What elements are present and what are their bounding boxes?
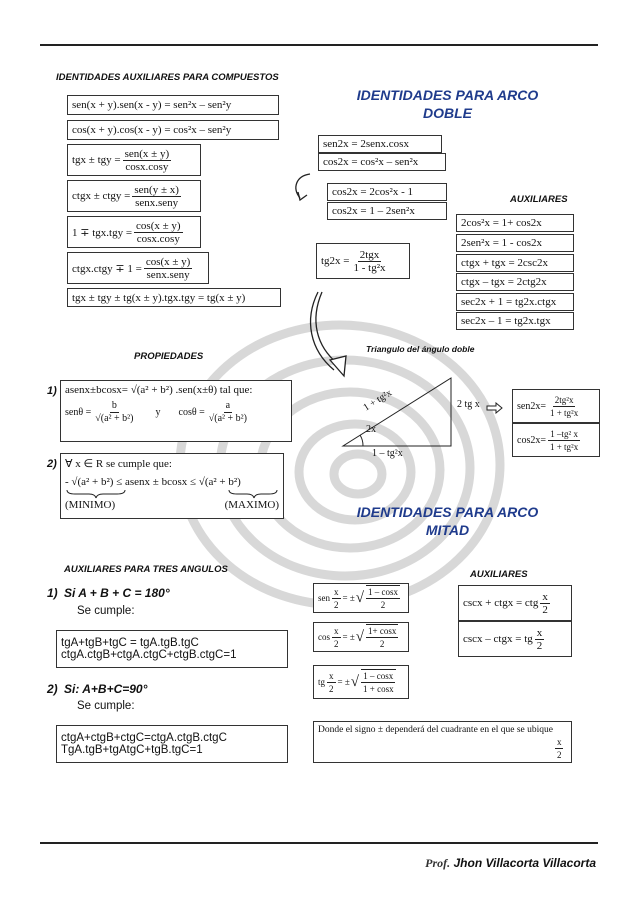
author-footer: [425, 856, 596, 871]
identity-lhs: tgx ± tgy =: [72, 154, 121, 166]
aux-identity-box: [458, 621, 572, 657]
sqrt-icon: √: [355, 628, 364, 645]
header-arco-doble: IDENTIDADES PARA ARCO DOBLE: [356, 87, 539, 121]
triangle-opposite-label: 2 tg x: [457, 399, 480, 410]
denominator: 2: [380, 600, 386, 610]
aux-identity-lhs: cscx + ctgx = ctg: [463, 597, 539, 609]
identity-box: [67, 252, 209, 284]
author-name: Jhon Villacorta Villacorta: [453, 856, 596, 870]
fraction: [535, 627, 545, 652]
aux-identity-box: [456, 214, 574, 232]
aux-identity-text: ctgx – tgx = 2ctg2x: [461, 276, 547, 288]
denominator: 2: [536, 639, 543, 652]
numerator: x: [542, 590, 548, 603]
identity-box: [327, 183, 447, 201]
denominator: 2: [329, 683, 334, 694]
fraction: [144, 256, 193, 281]
numerator: cos(x ± y): [136, 219, 181, 232]
fraction: [366, 585, 400, 611]
identity-box: [67, 120, 279, 140]
fraction: [548, 394, 580, 419]
cos-theta-lhs: cosθ =: [178, 407, 205, 418]
header-auxiliares-doble: AUXILIARES: [510, 194, 568, 205]
numerator: cos(x ± y): [145, 255, 191, 268]
function-name: sen: [318, 593, 330, 603]
numerator: sen(y ± x): [134, 183, 179, 196]
identity-box: [67, 180, 201, 212]
triangle-hypotenuse-label: 1 + tg²x: [361, 387, 394, 414]
property-box: [60, 380, 292, 442]
sqrt-icon: √: [350, 673, 360, 690]
identity-text: TgA.tgB+tgAtgC+tgB.tgC=1: [61, 744, 203, 756]
cos2x-lhs: cos2x=: [517, 434, 546, 446]
denominator: 2: [542, 603, 548, 616]
denominator: √(a² + b²): [208, 413, 247, 424]
identity-box: [318, 153, 446, 171]
identity-box: [67, 144, 201, 176]
identity-box: [56, 725, 288, 763]
fraction: [361, 669, 396, 695]
identity-box: [318, 135, 442, 153]
denominator: 2: [334, 638, 339, 649]
header-auxiliares-mitad: AUXILIARES: [470, 569, 528, 580]
implies-arrow-icon: [486, 402, 504, 414]
item-number: 1): [47, 385, 57, 397]
triangle-result-box: [512, 423, 600, 457]
denominator: 1 + cosx: [363, 684, 394, 694]
aux-identity-text: 2sen²x = 1 - cos2x: [461, 237, 542, 249]
identity-text: cos(x + y).cos(x - y) = cos²x – sen²y: [72, 124, 232, 136]
aux-identity-box: [458, 585, 572, 621]
property-text: ∀ x ∈ R se cumple que:: [65, 458, 172, 470]
identity-lhs: tg2x =: [321, 255, 350, 267]
header-arco-mitad: IDENTIDADES PARA ARCO MITAD: [356, 504, 539, 538]
identity-box: [56, 630, 288, 668]
header-propiedades: PROPIEDADES: [134, 351, 204, 362]
case-subtitle: Se cumple:: [77, 605, 135, 617]
fraction: [332, 586, 341, 611]
property-text: asenx±bcosx= √(a² + b²) .sen(x±θ) tal que:: [65, 384, 253, 396]
aux-identity-box: [456, 234, 574, 252]
curved-arrow-icon: [300, 290, 360, 380]
fraction: [548, 428, 580, 453]
fraction: [132, 184, 181, 209]
denominator: senx.seny: [135, 196, 179, 209]
fraction: [332, 625, 341, 650]
aux-identity-box: [456, 293, 574, 311]
equals-plus-minus: = ±: [342, 593, 355, 603]
bottom-rule: [40, 842, 598, 844]
label-minimo: (MINIMO): [65, 499, 116, 511]
denominator: cosx.cosy: [136, 232, 180, 245]
inequality: - √(a² + b²) ≤ asenx ± bcosx ≤ √(a² + b²): [65, 476, 241, 488]
fraction: [134, 220, 183, 245]
fraction: [327, 670, 336, 695]
denominator: 2: [379, 639, 385, 649]
curved-arrow-icon: [288, 170, 328, 210]
aux-identity-lhs: cscx – ctgx = tg: [463, 633, 533, 645]
equals-plus-minus: = ±: [342, 632, 355, 642]
brace-icon: [65, 489, 279, 499]
denominator: 1 + tg²x: [549, 407, 579, 418]
numerator: b: [111, 400, 117, 411]
identity-box: [67, 288, 281, 307]
identity-text: ctgA+ctgB+ctgC=ctgA.ctgB.ctgC: [61, 732, 227, 744]
identity-box: [316, 243, 410, 279]
denominator: √(a² + b²): [95, 413, 134, 424]
fraction: [123, 148, 172, 173]
numerator: 1+ cosx: [368, 626, 397, 636]
identity-lhs: 1 ∓ tgx.tgy =: [72, 226, 133, 239]
numerator: sen(x ± y): [124, 147, 170, 160]
identity-lhs: ctgx ± ctgy =: [72, 190, 131, 202]
function-name: cos: [318, 632, 330, 642]
identity-text: tgA+tgB+tgC = tgA.tgB.tgC: [61, 637, 199, 649]
numerator: 1 – cosx: [363, 671, 394, 681]
header-aux-compuestos: IDENTIDADES AUXILIARES PARA COMPUESTOS: [56, 72, 279, 83]
denominator: 2: [556, 750, 562, 760]
half-angle-box: [313, 583, 409, 613]
note-box: [313, 721, 572, 763]
triangle-diagram: [335, 372, 495, 462]
aux-identity-text: sec2x + 1 = tg2x.ctgx: [461, 296, 557, 308]
identity-box: [67, 95, 279, 115]
identity-text: ctgA.ctgB+ctgA.ctgC+ctgB.ctgC=1: [61, 649, 237, 661]
aux-identity-box: [456, 273, 574, 291]
function-name: tg: [318, 677, 326, 687]
denominator: 1 - tg²x: [353, 261, 386, 274]
numerator: 2tgx: [359, 248, 380, 261]
numerator: 1 – cosx: [368, 587, 398, 597]
aux-identity-text: sec2x – 1 = tg2x.tgx: [461, 315, 551, 327]
sen-theta-lhs: senθ =: [65, 407, 92, 418]
identity-text: tgx ± tgy ± tg(x ± y).tgx.tgy = tg(x ± y): [72, 291, 246, 304]
aux-identity-box: [456, 312, 574, 330]
numerator: x: [334, 625, 339, 636]
case-title: Si A + B + C = 180°: [64, 586, 170, 600]
numerator: x: [334, 586, 339, 597]
aux-identity-text: ctgx + tgx = 2csc2x: [461, 257, 548, 269]
numerator: x: [329, 670, 334, 681]
half-angle-box: [313, 622, 409, 652]
case-title: Si: A+B+C=90°: [64, 682, 148, 696]
sen2x-lhs: sen2x=: [517, 400, 546, 412]
fraction: [540, 591, 550, 616]
denominator: 2: [334, 599, 339, 610]
fraction: [555, 736, 564, 761]
label-maximo: (MAXIMO): [224, 499, 279, 511]
sqrt-icon: √: [355, 589, 364, 606]
fraction: [366, 624, 398, 650]
property-box: [60, 453, 284, 519]
item-number: 1): [47, 586, 58, 600]
equals-plus-minus: = ±: [337, 677, 350, 687]
identity-text: cos2x = cos²x – sen²x: [323, 156, 419, 168]
denominator: cosx.cosy: [125, 160, 169, 173]
aux-identity-box: [456, 254, 574, 272]
note-text: Donde el signo ± dependerá del cuadrante en el que se ubique: [318, 725, 553, 735]
case-subtitle: Se cumple:: [77, 700, 135, 712]
identity-text: cos2x = 2cos²x - 1: [332, 186, 413, 198]
triangle-result-box: [512, 389, 600, 423]
numerator: x: [536, 626, 543, 639]
denominator: 1 + tg²x: [549, 441, 579, 452]
numerator: 1 –tg² x: [550, 428, 578, 439]
fraction: [352, 249, 388, 274]
header-aux-tres-angulos: AUXILIARES PARA TRES ANGULOS: [64, 564, 228, 575]
fraction: [93, 400, 135, 425]
numerator: 2tg²x: [554, 394, 574, 405]
half-angle-box: [313, 665, 409, 699]
triangle-angle-label: 2x: [366, 424, 376, 435]
identity-box: [327, 202, 447, 220]
identity-lhs: ctgx.ctgy ∓ 1 =: [72, 262, 142, 275]
identity-box: [67, 216, 201, 248]
prof-label: Prof.: [425, 856, 451, 870]
triangle-adjacent-label: 1 – tg²x: [372, 448, 403, 459]
denominator: senx.seny: [146, 268, 190, 281]
connector-y: y: [155, 407, 161, 418]
item-number: 2): [47, 458, 57, 470]
header-triangulo: Triangulo del ángulo doble: [366, 344, 475, 354]
numerator: x: [556, 737, 562, 747]
identity-text: sen(x + y).sen(x - y) = sen²x – sen²y: [72, 99, 232, 111]
numerator: a: [225, 400, 231, 411]
fraction: [207, 400, 249, 425]
aux-identity-text: 2cos²x = 1+ cos2x: [461, 217, 542, 229]
item-number: 2): [47, 682, 58, 696]
top-rule: [40, 44, 598, 46]
identity-text: sen2x = 2senx.cosx: [323, 138, 409, 150]
identity-text: cos2x = 1 – 2sen²x: [332, 205, 415, 217]
